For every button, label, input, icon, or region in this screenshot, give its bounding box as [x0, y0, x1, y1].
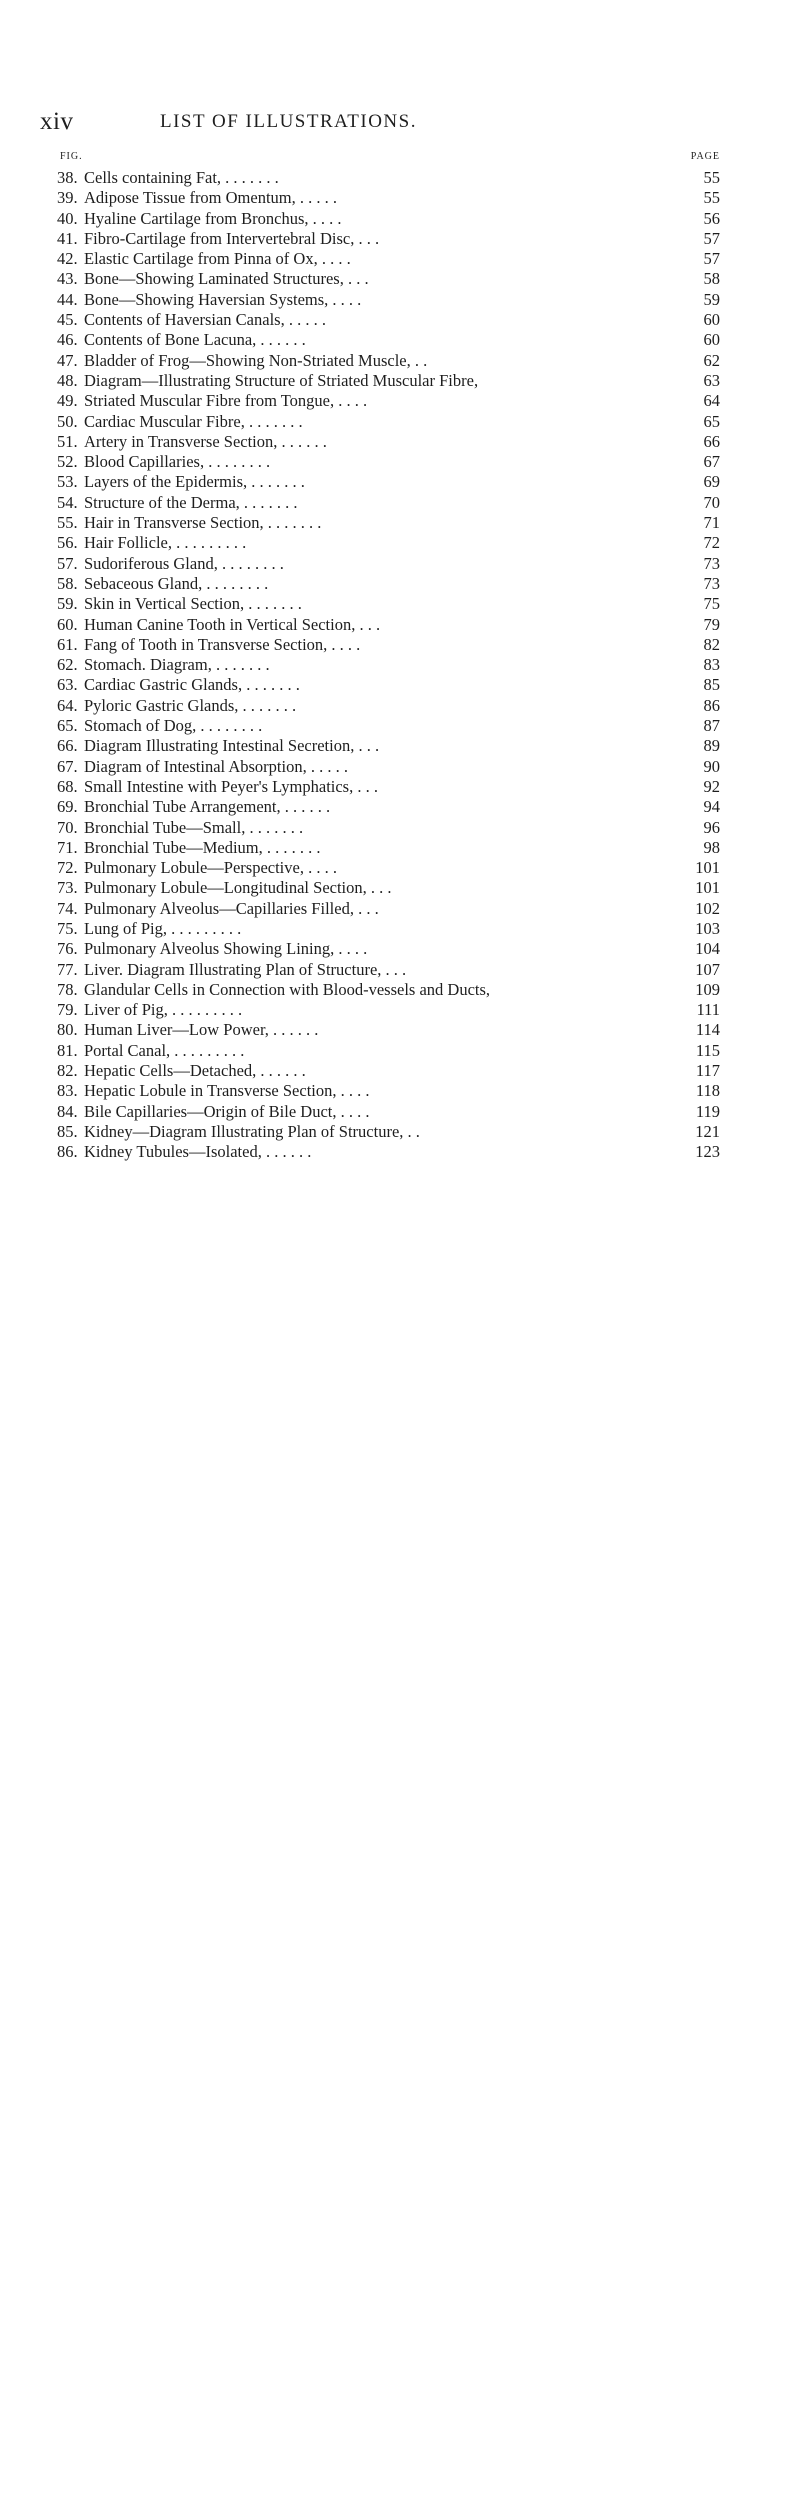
entry-title: Hair Follicle, . . . . . . . . . [84, 533, 247, 553]
entry-page-number: 85 [703, 675, 720, 695]
entry-page-number: 123 [695, 1142, 720, 1162]
figure-number: 72. [57, 858, 78, 878]
list-item [57, 594, 720, 614]
figure-number: 62. [57, 655, 78, 675]
entry-title: Cells containing Fat, . . . . . . . [84, 168, 279, 187]
entry-title: Bronchial Tube Arrangement, . . . . . . [84, 797, 331, 817]
figure-number: 51. [57, 431, 78, 451]
entry-page-number: 55 [703, 168, 720, 187]
list-item [57, 919, 720, 939]
figure-number: 83. [57, 1081, 78, 1101]
list-item [57, 533, 720, 553]
list-item [57, 757, 720, 777]
list-item [57, 615, 720, 635]
entry-title: Stomach. Diagram, . . . . . . . [84, 655, 270, 675]
entry-title: Pulmonary Alveolus Showing Lining, . . . . [84, 939, 368, 959]
list-item [57, 736, 720, 756]
figure-number: 46. [57, 330, 78, 350]
entry-title: Pulmonary Alveolus—Capillaries Filled, . . . [84, 898, 379, 918]
list-item [57, 1081, 720, 1101]
entry-page-number: 55 [703, 188, 720, 208]
column-labels [60, 151, 720, 165]
entry-page-number: 82 [703, 634, 720, 654]
entry-title: Human Canine Tooth in Vertical Section, . . . [84, 614, 381, 634]
figure-number: 76. [57, 939, 78, 959]
entry-page-number: 86 [703, 695, 720, 715]
figure-number: 65. [57, 716, 78, 736]
entry-page-number: 94 [703, 797, 720, 817]
entry-page-number: 117 [695, 1061, 720, 1081]
entry-title: Liver. Diagram Illustrating Plan of Structure, . . . [84, 959, 407, 979]
list-item [57, 858, 720, 878]
figure-number: 79. [57, 1000, 78, 1020]
entry-page-number: 90 [703, 756, 720, 776]
figure-number: 40. [57, 208, 78, 228]
entry-title: Portal Canal, . . . . . . . . . [84, 1040, 245, 1060]
page-column-label: PAGE [690, 151, 720, 162]
figure-number: 53. [57, 472, 78, 492]
figure-number: 71. [57, 837, 78, 857]
list-item [57, 980, 720, 1000]
entry-page-number: 57 [703, 228, 720, 248]
list-item [57, 1000, 720, 1020]
list-item [57, 1020, 720, 1040]
entry-title: Elastic Cartilage from Pinna of Ox, . . . . [84, 249, 351, 269]
figure-number: 69. [57, 797, 78, 817]
figure-number: 64. [57, 695, 78, 715]
list-item [57, 229, 720, 249]
entry-page-number: 69 [703, 472, 720, 492]
entry-page-number: 92 [703, 776, 720, 796]
entry-page-number: 104 [695, 939, 720, 959]
list-item [57, 412, 720, 432]
list-item [57, 452, 720, 472]
entry-page-number: 66 [703, 431, 720, 451]
entry-title: Hair in Transverse Section, . . . . . . . [84, 513, 322, 533]
entry-title: Liver of Pig, . . . . . . . . . [84, 1000, 243, 1020]
figure-number: 81. [57, 1040, 78, 1060]
figure-number: 78. [57, 979, 78, 999]
figure-number: 48. [57, 370, 78, 390]
figure-number: 49. [57, 391, 78, 411]
entry-title: Bladder of Frog—Showing Non-Striated Muscle, . . [84, 350, 428, 370]
list-item [57, 1102, 720, 1122]
entry-title: Blood Capillaries, . . . . . . . . [84, 452, 271, 472]
entry-page-number: 70 [703, 492, 720, 512]
entry-page-number: 118 [695, 1081, 720, 1101]
entry-page-number: 114 [695, 1020, 720, 1040]
entry-page-number: 121 [695, 1121, 720, 1141]
figure-number: 60. [57, 614, 78, 634]
page-number: xiv [40, 108, 74, 135]
list-item [57, 351, 720, 371]
entry-title: Adipose Tissue from Omentum, . . . . . [84, 188, 338, 208]
entry-title: Contents of Haversian Canals, . . . . . [84, 310, 326, 330]
list-item [57, 655, 720, 675]
entry-page-number: 64 [703, 391, 720, 411]
figure-number: 63. [57, 675, 78, 695]
figure-number: 42. [57, 249, 78, 269]
figure-number: 86. [57, 1142, 78, 1162]
entry-page-number: 59 [703, 289, 720, 309]
list-item [57, 168, 720, 188]
entry-page-number: 83 [703, 655, 720, 675]
list-item [57, 330, 720, 350]
running-head [40, 108, 680, 138]
entry-page-number: 115 [695, 1040, 720, 1060]
figure-number: 68. [57, 776, 78, 796]
figure-number: 52. [57, 452, 78, 472]
list-item [57, 939, 720, 959]
figure-number: 82. [57, 1061, 78, 1081]
figure-number: 50. [57, 411, 78, 431]
entry-page-number: 101 [695, 878, 720, 898]
list-item [57, 574, 720, 594]
entry-title: Skin in Vertical Section, . . . . . . . [84, 594, 302, 614]
entry-title: Striated Muscular Fibre from Tongue, . . . . [84, 391, 368, 411]
entry-title: Bronchial Tube—Small, . . . . . . . [84, 817, 304, 837]
entry-page-number: 98 [703, 837, 720, 857]
list-item [57, 777, 720, 797]
list-item [57, 432, 720, 452]
entry-title: Kidney—Diagram Illustrating Plan of Structure, . . [84, 1121, 420, 1141]
entry-title: Hyaline Cartilage from Bronchus, . . . . [84, 208, 342, 228]
list-item [57, 513, 720, 533]
list-item [57, 635, 720, 655]
figure-number: 77. [57, 959, 78, 979]
figure-number: 59. [57, 594, 78, 614]
entry-page-number: 71 [703, 513, 720, 533]
entry-page-number: 60 [703, 310, 720, 330]
list-item [57, 290, 720, 310]
figure-number: 55. [57, 513, 78, 533]
entry-title: Bronchial Tube—Medium, . . . . . . . [84, 837, 321, 857]
entry-title: Cardiac Muscular Fibre, . . . . . . . [84, 411, 303, 431]
list-item [57, 493, 720, 513]
entry-title: Cardiac Gastric Glands, . . . . . . . [84, 675, 300, 695]
entry-title: Fibro-Cartilage from Intervertebral Disc, . . . [84, 228, 380, 248]
figure-number: 67. [57, 756, 78, 776]
fig-column-label: FIG. [60, 151, 83, 162]
entry-title: Bone—Showing Laminated Structures, . . . [84, 269, 369, 289]
figure-number: 56. [57, 533, 78, 553]
list-item [57, 696, 720, 716]
list-item [57, 269, 720, 289]
entry-page-number: 56 [703, 208, 720, 228]
entry-page-number: 79 [703, 614, 720, 634]
figure-number: 45. [57, 310, 78, 330]
list-item [57, 675, 720, 695]
entry-page-number: 89 [703, 736, 720, 756]
entry-title: Stomach of Dog, . . . . . . . . [84, 716, 263, 736]
entry-page-number: 73 [703, 573, 720, 593]
entry-title: Hepatic Lobule in Transverse Section, . . . . [84, 1081, 370, 1101]
figure-number: 41. [57, 228, 78, 248]
figure-number: 39. [57, 188, 78, 208]
entry-title: Kidney Tubules—Isolated, . . . . . . [84, 1142, 312, 1162]
entry-page-number: 87 [703, 716, 720, 736]
entry-page-number: 73 [703, 553, 720, 573]
list-item [57, 310, 720, 330]
entry-page-number: 119 [695, 1101, 720, 1121]
entry-title: Glandular Cells in Connection with Blood-vessels and Ducts, [84, 979, 491, 999]
entry-title: Diagram of Intestinal Absorption, . . . . . [84, 756, 348, 776]
figure-number: 47. [57, 350, 78, 370]
entry-page-number: 111 [696, 1000, 720, 1020]
figure-number: 70. [57, 817, 78, 837]
entry-page-number: 57 [703, 249, 720, 269]
list-item [57, 899, 720, 919]
entry-title: Human Liver—Low Power, . . . . . . [84, 1020, 319, 1040]
entry-title: Diagram—Illustrating Structure of Striated Muscular Fibre, [84, 370, 479, 390]
entry-title: Layers of the Epidermis, . . . . . . . [84, 472, 305, 492]
entry-title: Contents of Bone Lacuna, . . . . . . [84, 330, 306, 350]
figure-number: 85. [57, 1121, 78, 1141]
list-item [57, 188, 720, 208]
list-item [57, 1122, 720, 1142]
entry-title: Bile Capillaries—Origin of Bile Duct, . . . . [84, 1101, 370, 1121]
list-item [57, 554, 720, 574]
figure-number: 57. [57, 553, 78, 573]
entry-title: Structure of the Derma, . . . . . . . [84, 492, 298, 512]
list-item [57, 818, 720, 838]
entry-page-number: 62 [703, 350, 720, 370]
entry-title: Sebaceous Gland, . . . . . . . . [84, 573, 269, 593]
list-item [57, 716, 720, 736]
entry-title: Pulmonary Lobule—Longitudinal Section, . . . [84, 878, 392, 898]
list-item [57, 797, 720, 817]
list-item [57, 391, 720, 411]
entry-page-number: 101 [695, 858, 720, 878]
illustration-list [57, 168, 720, 1163]
list-item [57, 1061, 720, 1081]
figure-number: 75. [57, 918, 78, 938]
entry-title: Sudoriferous Gland, . . . . . . . . [84, 553, 284, 573]
entry-page-number: 103 [695, 918, 720, 938]
entry-title: Diagram Illustrating Intestinal Secretion, . . . [84, 736, 380, 756]
entry-title: Lung of Pig, . . . . . . . . . [84, 918, 242, 938]
entry-page-number: 58 [703, 269, 720, 289]
entry-page-number: 67 [703, 452, 720, 472]
figure-number: 61. [57, 634, 78, 654]
entry-page-number: 102 [695, 898, 720, 918]
figure-number: 58. [57, 573, 78, 593]
figure-number: 80. [57, 1020, 78, 1040]
entry-title: Hepatic Cells—Detached, . . . . . . [84, 1061, 306, 1081]
entry-title: Pulmonary Lobule—Perspective, . . . . [84, 858, 337, 878]
page-title: LIST OF ILLUSTRATIONS. [160, 111, 417, 132]
entry-page-number: 107 [695, 959, 720, 979]
list-item [57, 371, 720, 391]
list-item [57, 960, 720, 980]
list-item [57, 1142, 720, 1162]
entry-page-number: 75 [703, 594, 720, 614]
entry-title: Artery in Transverse Section, . . . . . . [84, 431, 327, 451]
entry-title: Fang of Tooth in Transverse Section, . . . . [84, 634, 361, 654]
entry-page-number: 60 [703, 330, 720, 350]
list-item [57, 209, 720, 229]
entry-title: Small Intestine with Peyer's Lymphatics, . . . [84, 776, 378, 796]
entry-page-number: 72 [703, 533, 720, 553]
figure-number: 73. [57, 878, 78, 898]
list-item [57, 878, 720, 898]
entry-page-number: 109 [695, 979, 720, 999]
entry-title: Bone—Showing Haversian Systems, . . . . [84, 289, 362, 309]
list-item [57, 249, 720, 269]
list-item [57, 472, 720, 492]
entry-page-number: 65 [703, 411, 720, 431]
entry-title: Pyloric Gastric Glands, . . . . . . . [84, 695, 297, 715]
figure-number: 74. [57, 898, 78, 918]
figure-number: 66. [57, 736, 78, 756]
figure-number: 84. [57, 1101, 78, 1121]
figure-number: 54. [57, 492, 78, 512]
entry-page-number: 96 [703, 817, 720, 837]
list-item [57, 1041, 720, 1061]
figure-number: 38. [57, 168, 78, 187]
figure-number: 43. [57, 269, 78, 289]
entry-page-number: 63 [703, 370, 720, 390]
figure-number: 44. [57, 289, 78, 309]
list-item [57, 838, 720, 858]
